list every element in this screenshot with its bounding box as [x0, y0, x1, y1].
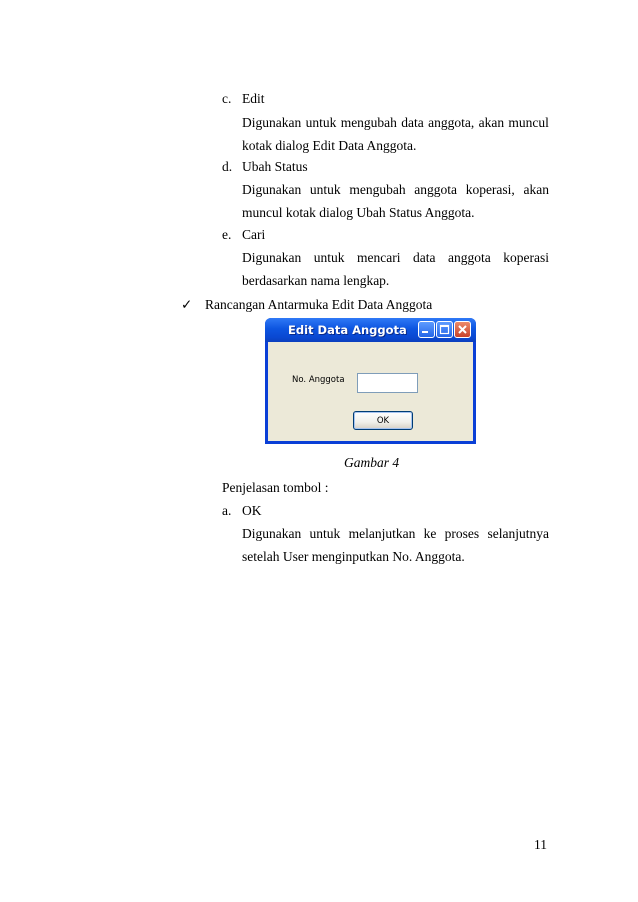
word: melanjutkan — [348, 526, 416, 541]
checkmark-icon: ✓ — [181, 297, 193, 313]
word: Digunakan — [242, 526, 302, 541]
word: anggota — [447, 250, 491, 265]
item-d-desc-line1 — [242, 182, 549, 198]
section-heading: Rancangan Antarmuka Edit Data Anggota — [205, 297, 433, 312]
item-a-title: OK — [242, 503, 262, 518]
word: mengubah — [340, 115, 397, 130]
item-d-title: Ubah Status — [242, 159, 308, 174]
word: mengubah — [349, 182, 406, 197]
edit-data-anggota-dialog — [265, 318, 476, 444]
word: untuk — [313, 250, 345, 265]
word: Digunakan — [242, 182, 302, 197]
item-e-title: Cari — [242, 227, 266, 242]
dialog-titlebar — [265, 318, 476, 342]
word: untuk — [309, 526, 341, 541]
item-c-desc-line2: kotak dialog Edit Data Anggota. — [242, 138, 417, 153]
word: selanjutnya — [487, 526, 549, 541]
item-e-desc-line1 — [242, 250, 549, 266]
word: untuk — [309, 182, 341, 197]
word: untuk — [305, 115, 337, 130]
no-anggota-input[interactable] — [357, 373, 418, 393]
figure-caption: Gambar 4 — [344, 455, 400, 470]
item-a-desc-line2: setelah User menginputkan No. Anggota. — [242, 549, 465, 564]
ok-button[interactable]: OK — [353, 411, 413, 430]
item-e-marker: e. — [222, 227, 232, 242]
no-anggota-label: No. Anggota — [292, 375, 345, 385]
word: data — [412, 250, 436, 265]
word: Digunakan — [242, 115, 302, 130]
item-a-marker: a. — [222, 503, 232, 518]
word: koperasi, — [465, 182, 515, 197]
close-icon[interactable] — [454, 321, 471, 338]
dialog-body — [268, 342, 473, 441]
item-e-desc-line2: berdasarkan nama lengkap. — [242, 273, 390, 288]
word: data — [401, 115, 424, 130]
word: anggota — [414, 182, 458, 197]
word: mencari — [357, 250, 401, 265]
item-d-desc-line2: muncul kotak dialog Ubah Status Anggota. — [242, 205, 475, 220]
word: koperasi — [503, 250, 549, 265]
dialog-title: Edit Data Anggota — [288, 323, 407, 337]
word: proses — [444, 526, 480, 541]
maximize-icon[interactable] — [436, 321, 453, 338]
word: muncul — [508, 115, 549, 130]
word: akan — [523, 182, 549, 197]
word: Digunakan — [242, 250, 302, 265]
item-c-title: Edit — [242, 91, 265, 106]
item-c-marker: c. — [222, 91, 232, 106]
item-a-desc-line1 — [242, 526, 549, 542]
item-c-desc-line1 — [242, 115, 549, 131]
item-d-marker: d. — [222, 159, 233, 174]
minimize-icon[interactable] — [418, 321, 435, 338]
word: anggota, — [428, 115, 475, 130]
word: akan — [478, 115, 505, 130]
word: ke — [423, 526, 437, 541]
page-number: 11 — [534, 837, 547, 852]
explanation-intro: Penjelasan tombol : — [222, 480, 329, 495]
